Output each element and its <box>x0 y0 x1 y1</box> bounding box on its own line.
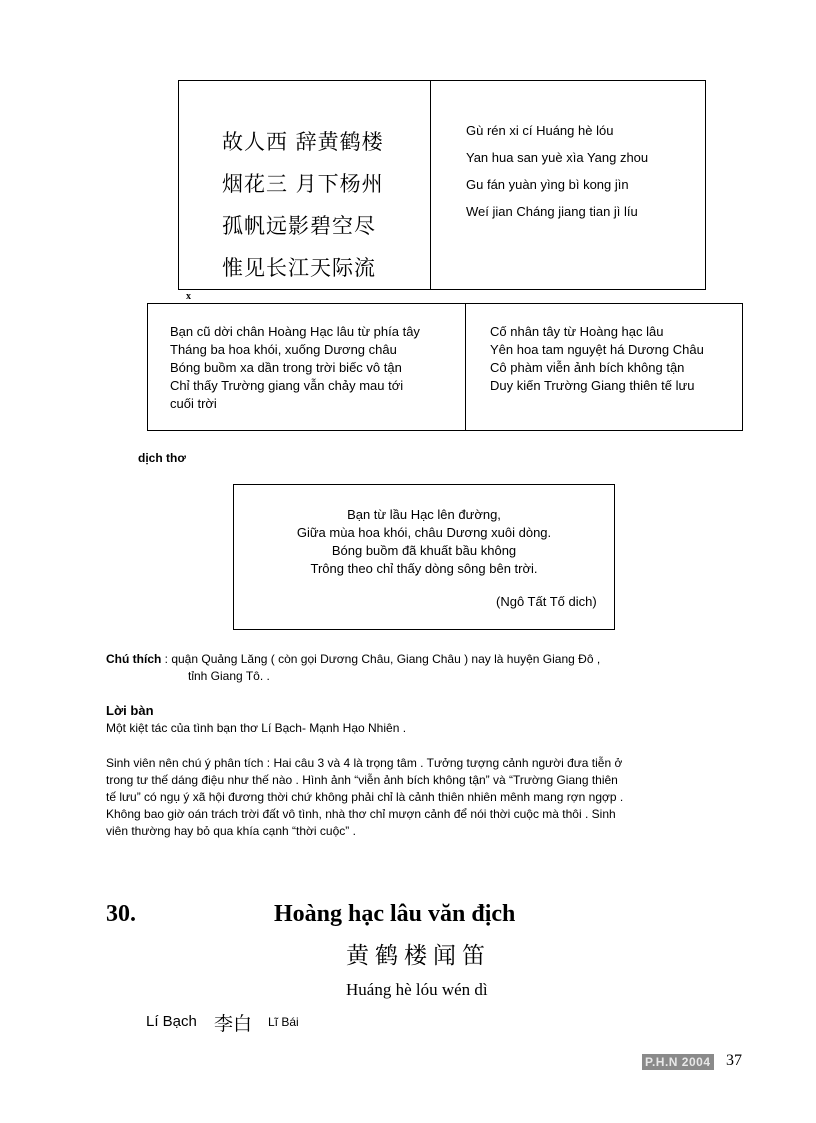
author-vietnamese: Lí Bạch <box>146 1013 197 1030</box>
vn-line-1: Bạn cũ dời chân Hoàng Hạc lâu từ phía tây <box>170 324 420 339</box>
hv-line-4: Duy kiến Trường Giang thiên tế lưu <box>490 378 695 393</box>
author-pinyin: Lĩ Bái <box>268 1015 299 1029</box>
page-number: 37 <box>726 1052 742 1069</box>
translation-line-4: Trông theo chỉ thấy dòng sông bên trời. <box>310 561 538 576</box>
pinyin-line-3: Gu fán yuàn yìng bì kong jìn <box>466 177 629 192</box>
chinese-line-3: 孤帆远影碧空尽 <box>222 214 376 238</box>
chinese-pinyin-divider <box>430 80 431 290</box>
poem-chinese-title: 黄鹤楼闻笛 <box>346 943 491 969</box>
chinese-poem <box>222 126 384 294</box>
chinese-line-2: 烟花三 月下杨州 <box>222 172 384 196</box>
chinese-line-4: 惟见长江天际流 <box>222 256 376 280</box>
pinyin-line-1: Gù rén xi cí Huáng hè lóu <box>466 123 614 138</box>
commentary-line-3: tế lưu” có ngụ ý xã hội đương thời chứ không phải chỉ là cảnh thiên nhiên mênh mang rợn ngợp . <box>106 790 624 804</box>
translation-line-1: Bạn từ lầu Hạc lên đường, <box>347 507 501 522</box>
commentary-body <box>106 755 756 840</box>
chinese-line-1: 故人西 辞黄鹤楼 <box>222 130 384 154</box>
note-text-continued: tỉnh Giang Tô. . <box>188 669 270 683</box>
translation-line-2: Giữa mùa hoa khói, châu Dương xuôi dòng. <box>296 525 552 540</box>
note-text: : quận Quảng Lăng ( còn gọi Dương Châu, Giang Châu ) nay là huyện Giang Đô , <box>161 652 601 666</box>
vn-line-5: cuối trời <box>170 396 217 411</box>
translation-poem <box>234 506 614 578</box>
x-mark: x <box>186 291 191 302</box>
sino-vietnamese-reading <box>490 323 704 395</box>
hv-line-2: Yên hoa tam nguyệt há Dương Châu <box>490 342 704 357</box>
author-chinese: 李白 <box>214 1013 253 1035</box>
hv-line-1: Cố nhân tây từ Hoàng hạc lâu <box>490 324 664 339</box>
vietnamese-translation <box>170 323 462 413</box>
translation-attribution: (Ngô Tất Tố dich) <box>496 594 597 609</box>
poem-number: 30. <box>106 901 136 927</box>
pinyin-poem <box>466 122 648 230</box>
vn-line-3: Bóng buồm xa dần trong trời biếc vô tận <box>170 360 402 375</box>
pinyin-line-4: Weí jian Cháng jiang tian jì líu <box>466 204 638 219</box>
hv-line-3: Cô phàm viễn ảnh bích không tận <box>490 360 685 375</box>
commentary-line-4: Không bao giờ oán trách trời đất vô tình, nhà thơ chỉ mượn cảnh để nói thời cuộc mà thôi . Sinh <box>106 807 616 821</box>
vn-line-2: Tháng ba hoa khói, xuống Dương châu <box>170 342 397 357</box>
commentary-line-1: Sinh viên nên chú ý phân tích : Hai câu 3 và 4 là trọng tâm . Tưởng tượng cảnh người đưa tiễn ở <box>106 756 623 770</box>
translation-label: dịch thơ <box>138 451 186 465</box>
footer-stamp: P.H.N 2004 <box>642 1054 714 1070</box>
note <box>106 651 600 668</box>
translation-line-3: Bóng buồm đã khuất bầu không <box>331 543 517 558</box>
commentary-line-2: trong tư thế dáng điệu như thế nào . Hình ảnh “viễn ảnh bích không tận” và “Trường Giang thiên <box>106 773 618 787</box>
note-label: Chú thích <box>106 652 162 666</box>
commentary-title: Lời bàn <box>106 703 154 718</box>
pinyin-line-2: Yan hua san yuè xìa Yang zhou <box>466 150 649 165</box>
vietnamese-divider <box>465 303 466 431</box>
vn-line-4: Chỉ thấy Trường giang vẫn chảy mau tới <box>170 378 404 393</box>
commentary-line-5: viên thường hay bỏ qua khía cạnh “thời cuộc” . <box>106 824 356 838</box>
poem-pinyin-title: Huáng hè lóu wén dì <box>346 980 488 999</box>
commentary-intro: Một kiệt tác của tình bạn thơ Lí Bạch- Mạnh Hạo Nhiên . <box>106 721 407 735</box>
poem-title: Hoàng hạc lâu văn địch <box>274 901 516 927</box>
